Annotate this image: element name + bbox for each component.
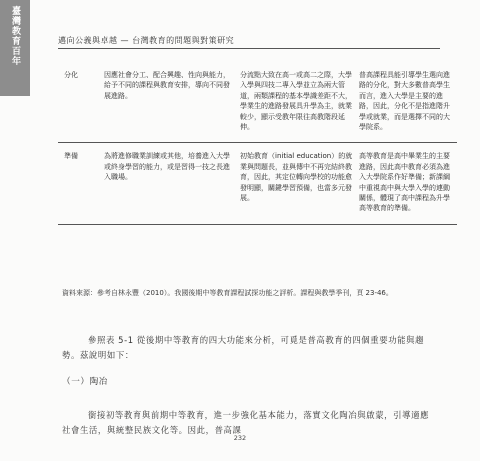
header-rule (58, 48, 440, 49)
table-row (58, 62, 457, 143)
body-paragraph: 參照表 5-1 從後期中等教育的四大功能來分析，可覓是普高教育的四個重要功能與趨勢。茲說明如下： (62, 335, 425, 361)
page-number: 232 (233, 434, 247, 442)
table-cell: 分流點大致在高一或高二之際，大學入學與四技二專入學並立為兩大管道，兩類課程的基本學識差距不大，學業生的進路發展具升學為主，就業較少，顯示受教年限往高教階段延伸。 (240, 71, 352, 132)
side-tab-text: 臺灣教育百年 (10, 6, 20, 66)
row-header: 準備 (58, 143, 101, 224)
running-header: 邁向公義與卓越 — 台灣教育的問題與對策研究 (58, 36, 235, 45)
chapter-side-tab (0, 0, 30, 96)
section-heading: （一）陶冶 (62, 377, 108, 387)
source-note: 資料來源：參考自林永豐（2010）。我國後期中等教育課程試探功能之評析。課程與教學季刊，頁 23-46。 (62, 289, 393, 297)
table-cell: 因應社會分工、配合興趣、性向與能力，給予不同的課程與教育安排，導向不同發展進路。 (104, 71, 230, 100)
table-cell: 高等教育是高中畢業生的主要進路，因此高中教育必須為進入大學院系作好準備；新課綱中重視高中與大學入學的連動關係，體現了高中課程為升學高等教育的準備。 (356, 143, 457, 224)
table-row (58, 143, 457, 224)
function-table (58, 62, 457, 225)
table-cell: 普高課程具能引導學生選向進路的分化，對大多數普高學生而言，進入大學是主要的進路，因此，分化不是指進階升學或就業，而是選擇不同的大學院系。 (359, 71, 450, 132)
table-cell: 初始教育（initial education）的就業與問題長，並與傳中不再完結終教育，因此，其定位轉向學校的功能愈發明顯，關鍵學習預備，也當多元發展。 (237, 143, 356, 224)
table-cell: 為將進修職業訓練或其他，培養進入大學或終身學習的能力，或是習得一技之長進入職場。 (101, 143, 237, 224)
row-header: 分化 (64, 71, 78, 79)
body-paragraph: 銜接初等教育與前期中等教育，進一步強化基本能力，落實文化陶冶與啟蒙，引導適應社會生活，與統整民族文化等。因此，普高課 (62, 410, 430, 436)
